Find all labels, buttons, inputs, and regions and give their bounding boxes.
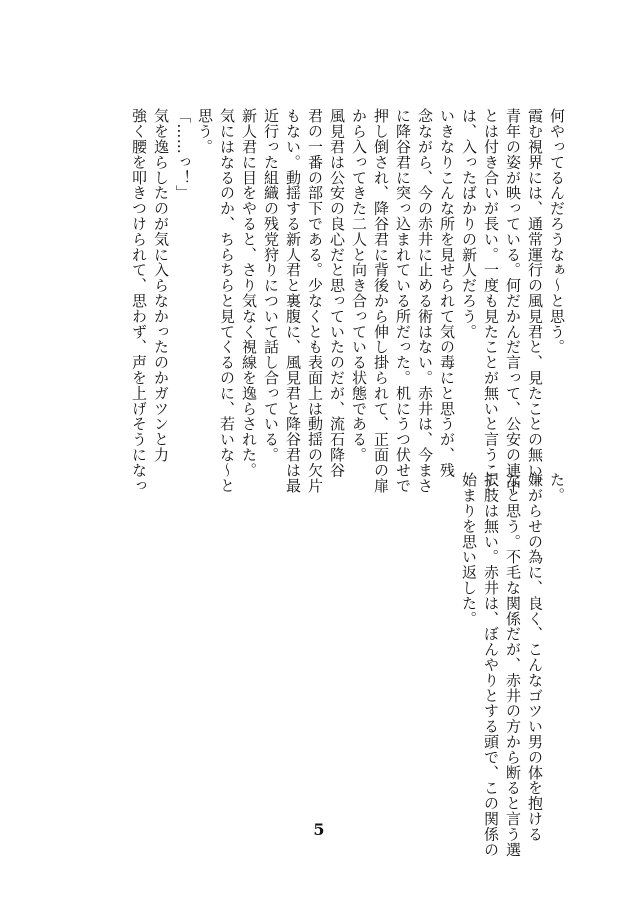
text-line: 思う。 (196, 108, 214, 155)
text-line: 始まりを思い返した。 (460, 472, 478, 626)
text-line: 強く腰を叩きつけられて、思わず、声を上げそうになっ (130, 108, 148, 493)
text-line: 「……っ！」 (174, 108, 192, 201)
text-line: 気にはなるのか、ちらちらと見てくるのに、若いな～と (218, 108, 236, 493)
text-line: に降谷君に突っ込まれている所だった。机にうつ伏せで (394, 108, 412, 493)
text-line: た。 (548, 472, 566, 503)
text-line: 念ながら、今の赤井に止める術はない。赤井は、今まさ (416, 108, 434, 493)
text-line: 青年の姿が映っている。何だかんだ言って、公安の連中 (504, 108, 522, 493)
text-line: は、入ったばかりの新人だろう。 (460, 108, 478, 339)
text-line: なと思う。不毛な関係だが、赤井の方から断ると言う選 (504, 472, 522, 857)
text-line: 何やってるんだろうなぁ～と思う。 (548, 108, 566, 355)
text-line: 押し倒され、降谷君に背後から伸し掛られて、正面の扉 (372, 108, 390, 493)
text-line: 風見君は公安の良心だと思っていたのだが、流石降谷 (328, 108, 346, 478)
text-line: 近行った組織の残党狩りについて話し合っている。 (262, 108, 280, 463)
text-line: から入ってきた二人と向き合っている状態である。 (350, 108, 368, 463)
text-line: 新人君に目をやると、さり気なく視線を逸らされた。 (240, 108, 258, 478)
text-line: もない。動揺する新人君と裏腹に、風見君と降谷君は最 (284, 108, 302, 493)
text-block-lower (448, 472, 568, 857)
text-line: 択肢は無い。赤井は、ぼんやりとする頭で、この関係の (482, 472, 500, 857)
text-line: 君の一番の部下である。少なくとも表面上は動揺の欠片 (306, 108, 324, 493)
text-block-upper (128, 108, 568, 493)
text-line: いきなりこんな所を見せられて気の毒にと思うが、残 (438, 108, 456, 478)
text-line: 嫌がらせの為に、良く、こんなゴツい男の体を抱ける (526, 472, 544, 842)
text-line: 気を逸らしたのが気に入らなかったのかガツンと力 (152, 108, 170, 463)
text-line: とは付き合いが長い。一度も見たことが無いと言うこと (482, 108, 500, 493)
text-line: 霞む視界には、通常運行の風見君と、見たことの無い (526, 108, 544, 478)
page-number: 5 (313, 820, 325, 839)
